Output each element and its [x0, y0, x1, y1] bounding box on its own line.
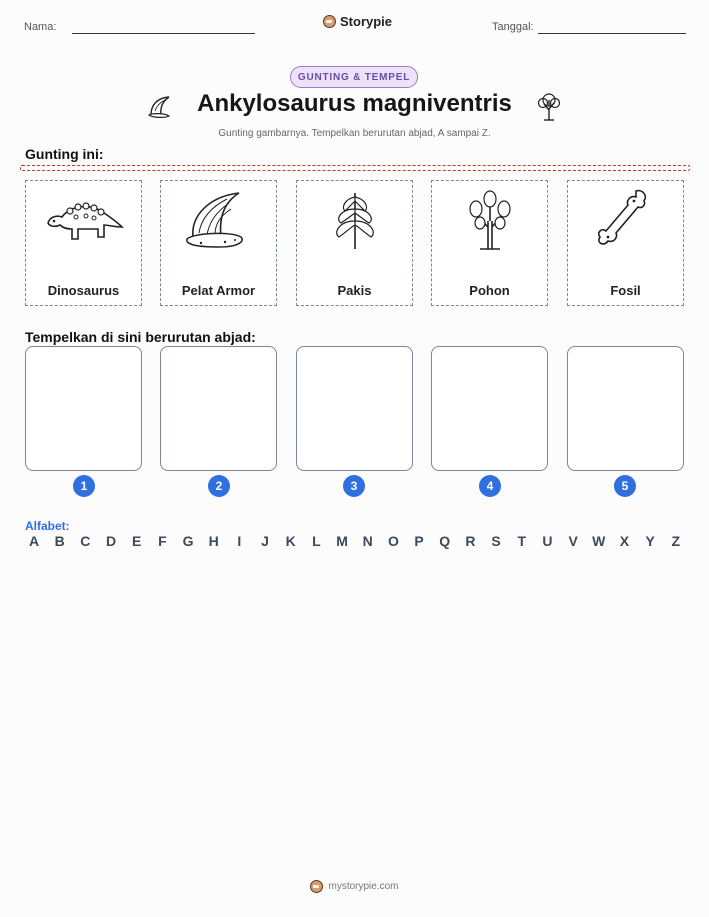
cut-card-pelat-armor[interactable] — [160, 180, 277, 306]
footer-url[interactable]: mystorypie.com — [328, 881, 399, 892]
alphabet-letter: H — [208, 533, 219, 549]
name-write-line[interactable] — [72, 33, 255, 34]
storypie-logo-icon — [323, 15, 336, 28]
alphabet-letter: W — [592, 533, 606, 549]
paste-number-badge: 4 — [479, 475, 501, 497]
alphabet-letter: F — [158, 533, 167, 549]
paste-number-badge: 5 — [614, 475, 636, 497]
alphabet-letter: O — [387, 533, 399, 549]
date-write-line[interactable] — [538, 33, 686, 34]
cut-card-label: Pelat Armor — [181, 283, 256, 298]
paste-box-3[interactable] — [296, 346, 413, 471]
fossil-bone-icon — [586, 187, 666, 251]
alphabet-letter: R — [465, 533, 476, 549]
paste-number-badge: 2 — [208, 475, 230, 497]
cut-line[interactable] — [20, 165, 690, 171]
paste-box-1[interactable] — [25, 346, 142, 471]
alphabet-letter: B — [54, 533, 65, 549]
alphabet-letter: L — [312, 533, 321, 549]
paste-number-badge: 3 — [343, 475, 365, 497]
alphabet-letter: D — [105, 533, 117, 549]
cut-card-pakis[interactable] — [296, 180, 413, 306]
alphabet-letter: P — [414, 533, 424, 549]
cut-card-fosil[interactable] — [567, 180, 684, 306]
date-label: Tanggal: — [492, 21, 534, 33]
cut-card-label: Dinosaurus — [47, 283, 120, 298]
paste-section-title: Tempelkan di sini berurutan abjad: — [25, 329, 256, 345]
armor-plate-icon — [179, 187, 259, 251]
alphabet-letter: T — [517, 533, 527, 549]
cut-card-label: Pakis — [337, 283, 372, 298]
paste-number-badge: 1 — [73, 475, 95, 497]
instructions: Gunting gambarnya. Tempelkan berurutan abjad, A sampai Z. — [218, 128, 491, 139]
brand-logo — [323, 14, 392, 29]
fern-icon — [315, 187, 395, 251]
cut-card-dinosaurus[interactable] — [25, 180, 142, 306]
brand-name: Storypie — [340, 14, 393, 29]
cut-section-title: Gunting ini: — [25, 146, 104, 162]
alphabet-letter: Z — [671, 533, 681, 549]
cut-card-label: Fosil — [610, 283, 641, 298]
alphabet-letter: Y — [645, 533, 655, 549]
alphabet-letter: A — [28, 533, 40, 549]
alphabet-letter: C — [80, 533, 91, 549]
alphabet-letter: I — [237, 533, 242, 549]
paste-box-4[interactable] — [431, 346, 548, 471]
storypie-logo-icon — [310, 880, 323, 893]
dinosaur-icon — [44, 187, 124, 251]
cut-card-pohon[interactable] — [431, 180, 548, 306]
page-title: Ankylosaurus magniventris — [197, 90, 512, 117]
name-label: Nama: — [24, 21, 57, 33]
alphabet-row — [25, 533, 685, 549]
alphabet-letter: N — [362, 533, 373, 549]
alphabet-letter: X — [619, 533, 630, 549]
alphabet-label: Alfabet: — [25, 519, 70, 533]
paste-box-5[interactable] — [567, 346, 684, 471]
alphabet-letter: S — [491, 533, 501, 549]
alphabet-letter: K — [285, 533, 296, 549]
alphabet-letter: J — [261, 533, 269, 549]
tree-small-icon — [536, 92, 562, 122]
footer — [0, 880, 709, 893]
alphabet-letter: Q — [439, 533, 451, 549]
paste-box-2[interactable] — [160, 346, 277, 471]
alphabet-letter: U — [542, 533, 553, 549]
alphabet-letter: M — [336, 533, 348, 549]
alphabet-letter: E — [132, 533, 142, 549]
cut-card-label: Pohon — [469, 283, 510, 298]
activity-badge: GUNTING & TEMPEL — [290, 66, 418, 88]
alphabet-letter: V — [568, 533, 578, 549]
alphabet-letter: G — [182, 533, 194, 549]
tree-icon — [450, 187, 530, 251]
